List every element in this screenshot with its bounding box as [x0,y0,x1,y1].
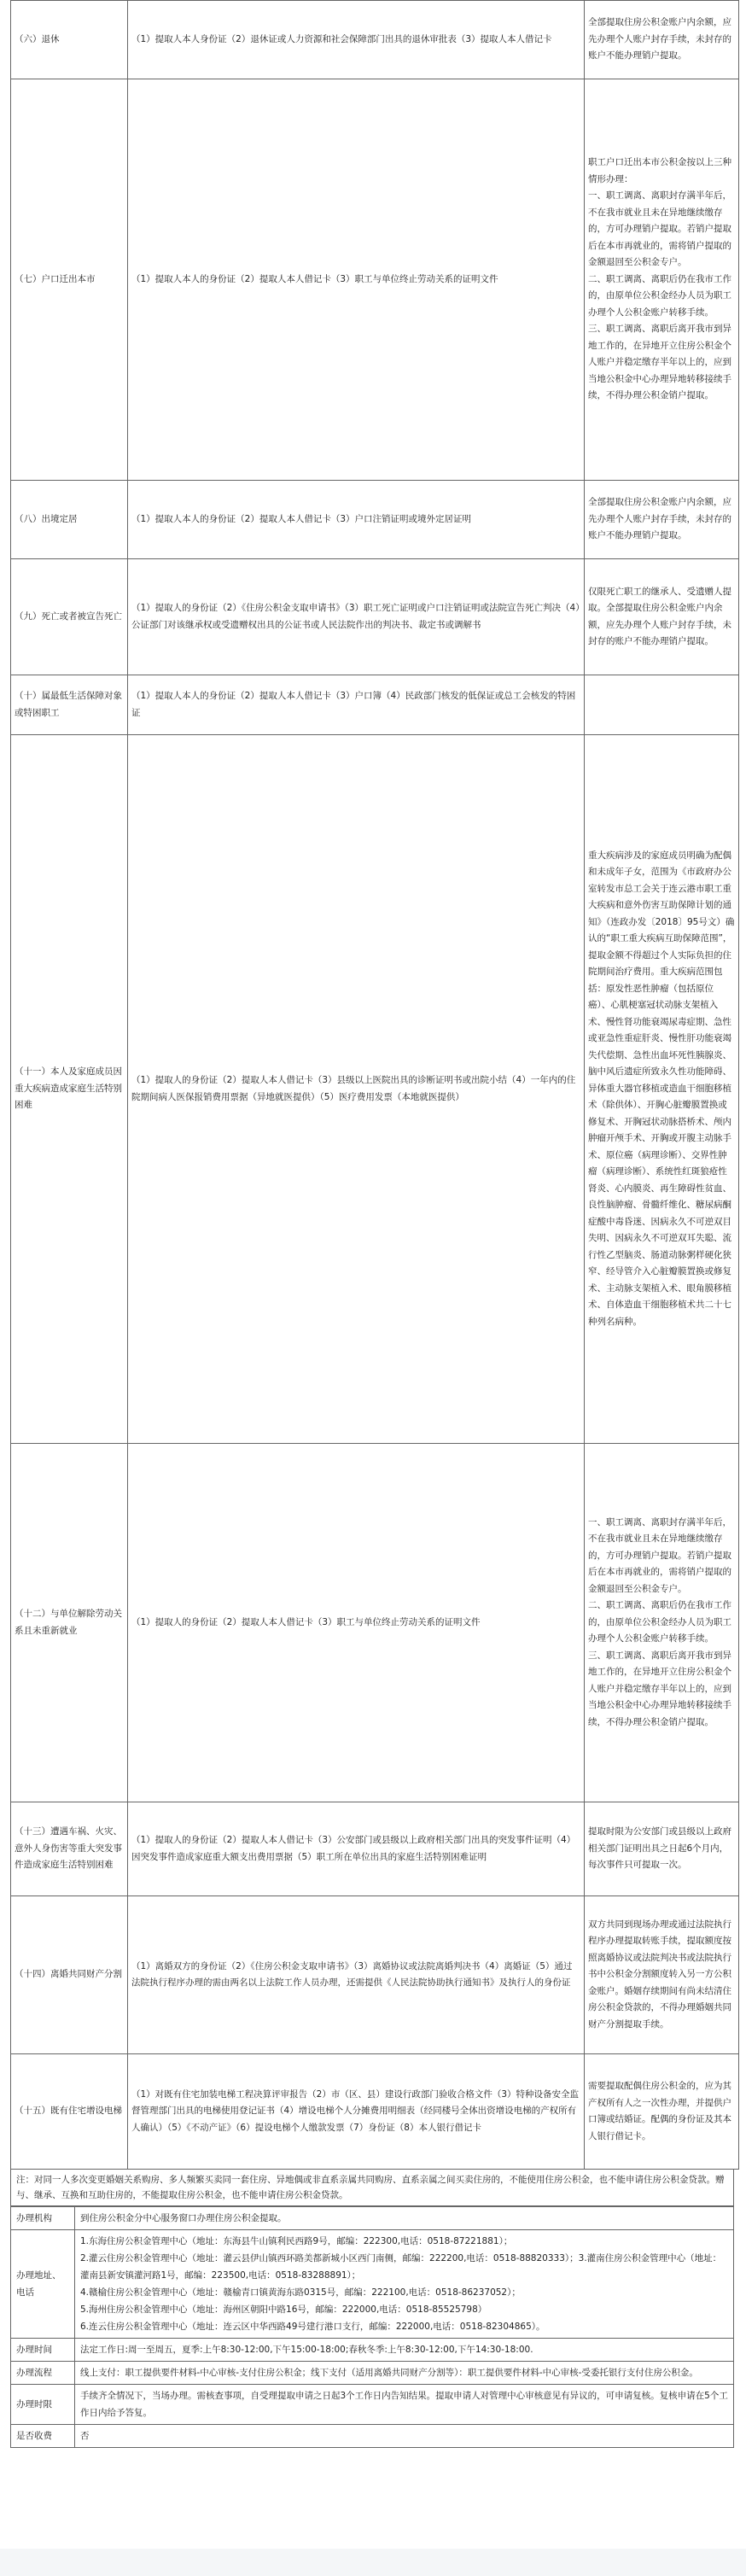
document [10,0,734,2448]
row-item: （十五）既有住宅增设电梯 [11,2054,128,2170]
limit-value: 手续齐全情况下，当场办理。需核查事项，自受理提取申请之日起3个工作日内告知结果。提取申请人对管理中心审核意见有异议的，可申请复核。复核申请在5个工作日内给予答复。 [75,2385,734,2425]
info-row-org [11,2207,734,2230]
row-remark: 双方共同到现场办理或通过法院执行程序办理提取转账手续，提取额度按照离婚协议或法院判决书或法院执行书中公积金分割额度转入另一方公积金账户。婚姻存续期间有尚未结清住房公积金贷款的，不得办理婚姻共同财产分割提取手续。 [585,1896,739,2054]
row-remark: 职工户口迁出本市公积金按以上三种情形办理： 一、职工调离、离职封存满半年后，不在我市就业且未在异地继续缴存的，方可办理销户提取。若销户提取后在本市再就业的，需将销户提取的金额退回至公积金专户。 二、职工调离、离职后仍在我市工作的，由原单位公积金经办人员为职工办理个人公积金账户转移手续。 三、职工调离、离职后离开我市到异地工作的，在异地开立住房公积金个人账户并稳定缴存半年以上的，应到当地公积金中心办理异地转移接续手续，不得办理公积金销户提取。 [585,79,739,481]
row-remark: 全部提取住房公积金账户内余额，应先办理个人账户封存手续，未封存的账户不能办理销户提取。 [585,481,739,559]
row-materials: （1）提取人的身份证（2）提取人本人借记卡（3）职工与单位终止劳动关系的证明文件 [128,1444,585,1802]
table-row [11,675,739,735]
table-row [11,1444,739,1802]
row-item: （九）死亡或者被宣告死亡 [11,559,128,675]
bottom-bar [0,2549,746,2576]
row-materials: （1）提取人的身份证（2）《住房公积金支取申请书》（3）职工死亡证明或户口注销证明或法院宣告死亡判决（4）公证部门对该继承权或受遗赠权出具的公证书或人民法院作出的判决书、裁定书或调解书 [128,559,585,675]
footnote: 注：对同一人多次变更婚姻关系购房、多人频繁买卖同一套住房、异地偶或非直系亲属共同购房、直系亲属之间买卖住房的，不能使用住房公积金，也不能申请住房公积金贷款。赠与、继承、互换和互助住房的，不能提取住房公积金，也不能申请住房公积金贷款。 [10,2170,734,2206]
row-materials: （1）提取人本人身份证（2）退休证或人力资源和社会保障部门出具的退休审批表（3）提取人本人借记卡 [128,1,585,79]
table-row [11,2054,739,2170]
table-row [11,1,739,79]
fee-label: 是否收费 [11,2425,75,2448]
table-row [11,1802,739,1896]
row-materials: （1）提取人的身份证（2）提取人本人借记卡（3）县级以上医院出具的诊断证明书或出院小结（4）一年内的住院期间病人医保报销费用票据（异地就医提供）（5）医疗费用发票（本地就医提供） [128,735,585,1444]
row-item: （六）退休 [11,1,128,79]
org-label: 办理机构 [11,2207,75,2230]
flow-value: 线上支付：职工提供要件材料-中心审核-支付住房公积金；线下支付（适用离婚共同财产分割等）：职工提供要件材料-中心审核-受委托银行支付住房公积金。 [75,2362,734,2385]
row-remark: 仅限死亡职工的继承人、受遗赠人提取。全部提取住房公积金账户内余额，应先办理个人账户封存手续，未封存的账户不能办理销户提取。 [585,559,739,675]
table-row [11,559,739,675]
row-materials: （1）提取人的身份证（2）提取人本人借记卡（3）公安部门或县级以上政府相关部门出具的突发事件证明（4）因突发事件造成家庭重大额支出费用票据（5）职工所在单位出具的家庭生活特别困难证明 [128,1802,585,1896]
address-label: 办理地址、电话 [11,2230,75,2339]
table-row [11,1896,739,2054]
row-materials: （1）离婚双方的身份证（2）《住房公积金支取申请书》（3）离婚协议或法院离婚判决书（4）离婚证（5）通过法院执行程序办理的需由两名以上法院工作人员办理，还需提供《人民法院协助执行通知书》及执行人的身份证 [128,1896,585,2054]
row-remark [585,675,739,735]
row-item: （十一）本人及家庭成员因重大疾病造成家庭生活特别困难 [11,735,128,1444]
row-remark: 提取时限为公安部门或县级以上政府相关部门证明出具之日起6个月内，每次事件只可提取一次。 [585,1802,739,1896]
table-row [11,481,739,559]
row-materials: （1）提取人本人的身份证（2）提取人本人借记卡（3）职工与单位终止劳动关系的证明文件 [128,79,585,481]
info-row-fee [11,2425,734,2448]
time-label: 办理时间 [11,2339,75,2362]
info-row-flow [11,2362,734,2385]
row-item: （八）出境定居 [11,481,128,559]
fee-value: 否 [75,2425,734,2448]
flow-label: 办理流程 [11,2362,75,2385]
table-row [11,735,739,1444]
row-remark: 重大疾病涉及的家庭成员明确为配偶和未成年子女，范围为《市政府办公室转发市总工会关于连云港市职工重大疾病和意外伤害互助保障计划的通知》（连政办发〔2018〕95号文）确认的“职工重大疾病互助保障范围”，提取金额不得超过个人实际负担的住院期间治疗费用。重大疾病范围包括：原发性恶性肿瘤（包括原位癌）、心肌梗塞冠状动脉支架植入术、慢性肾功能衰竭尿毒症期、急性或亚急性重症肝炎、慢性肝功能衰竭失代偿期、急性出血坏死性胰腺炎、脑中风后遗症所致永久性功能障碍、异体重大器官移植或造血干细胞移植术（除供体）、开胸心脏瓣膜置换或修复术、开胸冠状动脉搭桥术、颅内肿瘤开颅手术、开胸或开腹主动脉手术、原位癌（病理诊断）、交界性肿瘤（病理诊断）、系统性红斑狼疮性肾炎、心内膜炎、再生障碍性贫血、良性脑肿瘤、骨髓纤维化、糖尿病酮症酸中毒昏迷、因病永久不可逆双目失明、因病永久不可逆双耳失聪、流行性乙型脑炎、肠道动脉粥样硬化狭窄、经导管介入心脏瓣膜置换或修复术、主动脉支架植入术、眼角膜移植术、自体造血干细胞移植术共二十七种列名病种。 [585,735,739,1444]
withdrawal-conditions-table [10,0,739,2170]
table-row [11,79,739,481]
info-row-address [11,2230,734,2339]
row-materials: （1）对既有住宅加装电梯工程决算评审报告（2）市（区、县）建设行政部门验收合格文件（3）特种设备安全监督管理部门出具的电梯使用登记证书（4）增设电梯个人分摊费用明细表（经同楼号全体出资增设电梯的产权所有人确认）（5）《不动产证》（6）提设电梯个人缴款发票（7）身份证（8）本人银行借记卡 [128,2054,585,2170]
row-materials: （1）提取人本人的身份证（2）提取人本人借记卡（3）户口簿（4）民政部门核发的低保证或总工会核发的特困证 [128,675,585,735]
row-materials: （1）提取人本人的身份证（2）提取人本人借记卡（3）户口注销证明或境外定居证明 [128,481,585,559]
limit-label: 办理时限 [11,2385,75,2425]
row-remark: 一、职工调离、离职封存满半年后，不在我市就业且未在异地继续缴存的，方可办理销户提取。若销户提取后在本市再就业的，需将销户提取的金额退回至公积金专户。 二、职工调离、离职后仍在我市工作的，由原单位公积金经办人员为职工办理个人公积金账户转移手续。 三、职工调离、离职后离开我市到异地工作的，在异地开立住房公积金个人账户并稳定缴存半年以上的，应到当地公积金中心办理异地转移接续手续，不得办理公积金销户提取。 [585,1444,739,1802]
row-remark: 全部提取住房公积金账户内余额，应先办理个人账户封存手续，未封存的账户不能办理销户提取。 [585,1,739,79]
time-value: 法定工作日:周一至周五，夏季:上午8:30-12:00,下午15:00-18:00;春秋冬季:上午8:30-12:00,下午14:30-18:00. [75,2339,734,2362]
org-value: 到住房公积金分中心服务窗口办理住房公积金提取。 [75,2207,734,2230]
row-item: （十）属最低生活保障对象或特困职工 [11,675,128,735]
row-remark: 需要提取配偶住房公积金的，应为其产权所有人之一次性办理，并提供户口簿或结婚证。配偶的身份证及其本人银行借记卡。 [585,2054,739,2170]
row-item: （七）户口迁出本市 [11,79,128,481]
row-item: （十三）遭遇车祸、火灾、意外人身伤害等重大突发事件造成家庭生活特别困难 [11,1802,128,1896]
address-value: 1.东海住房公积金管理中心（地址：东海县牛山镇利民西路9号，邮编：222300,电话：0518-87221881）； 2.灌云住房公积金管理中心（地址：灌云县伊山镇西环路美都新城小区西门南侧，邮编：222200,电话：0518-88820333）；3.灌南住房公积金管理中心（地址：灌南县新安镇灌河路1号，邮编：223500,电话：0518-83288891）； 4.赣榆住房公积金管理中心（地址：赣榆青口镇黄海东路0315号，邮编：222100,电话：0518-86237052）； 5.海州住房公积金管理中心（地址：海州区朝阳中路16号，邮编：222000,电话：0518-85525798） 6.连云住房公积金管理中心（地址：连云区中华西路49号建行港口支行，邮编：222000,电话：0518-82304865）。 [75,2230,734,2339]
info-row-limit [11,2385,734,2425]
service-info-table [10,2206,734,2448]
row-item: （十二）与单位解除劳动关系且未重新就业 [11,1444,128,1802]
info-row-time [11,2339,734,2362]
row-item: （十四）离婚共同财产分割 [11,1896,128,2054]
